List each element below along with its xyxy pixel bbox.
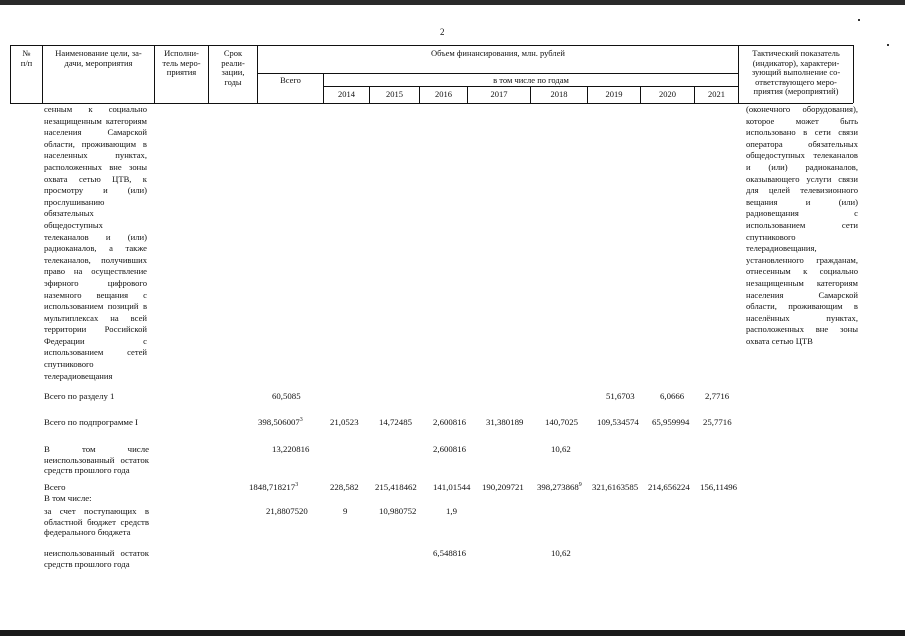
cell-grand-2017: 190,209721: [482, 482, 524, 492]
header-col-funding: Объем финансирования, млн. рублей: [431, 48, 565, 58]
cell-grand-total: 1848,718217$^3$: [249, 482, 299, 492]
cell-section-total: 60,5085: [272, 391, 301, 401]
row-label-subprogram-total: Всего по подпрограмме I: [44, 417, 138, 427]
header-col-indicator: Тактический показатель (индикатор), характери- зующий выполнение со- ответствующего меро- приятия (мероприятий): [751, 48, 841, 96]
header-year-2018: 2018: [550, 89, 568, 99]
cell-subprogram-2017: 31,380189: [486, 417, 524, 427]
cell-federal-2016: 1,9: [446, 506, 457, 516]
row-label-federal: за счет поступающих в областной бюджет средств федерального бюджета: [44, 506, 149, 537]
cell-section-2019: 51,6703: [606, 391, 635, 401]
header-col-total: Всего: [280, 75, 301, 85]
row-label-including: В том числе:: [44, 493, 92, 503]
table-vline: [853, 45, 854, 103]
row-label-grand-total: Всего: [44, 482, 66, 492]
cell-unused-2016: 2,600816: [433, 444, 466, 454]
header-year-2021: 2021: [708, 89, 725, 99]
row-label-unused-prev: неиспользованный остаток средств прошлого года: [44, 548, 149, 569]
header-col-number: № п/п: [20, 48, 33, 68]
header-year-2014: 2014: [338, 89, 355, 99]
header-year-2019: 2019: [605, 89, 623, 99]
scan-bottom-border: [0, 630, 905, 636]
cell-subprogram-2014: 21,0523: [330, 417, 359, 427]
header-year-2017: 2017: [490, 89, 508, 99]
cell-grand-2014: 228,582: [330, 482, 359, 492]
cell-subprogram-2020: 65,959994: [652, 417, 690, 427]
page-number: 2: [440, 27, 445, 37]
cell-grand-2016: 141,01544: [433, 482, 471, 492]
scan-top-border: [0, 0, 905, 5]
row-label-section-total: Всего по разделу 1: [44, 391, 115, 401]
cell-section-2020: 6,0666: [660, 391, 685, 401]
cell-subprogram-2015: 14,72485: [379, 417, 412, 427]
header-col-name: Наименование цели, за- дачи, мероприятия: [55, 48, 142, 68]
header-col-by-years: в том числе по годам: [493, 75, 569, 85]
header-year-2015: 2015: [386, 89, 403, 99]
row-label-unused-balance: В том числе неиспользованный остаток средств прошлого года: [44, 444, 149, 475]
cell-grand-2018: 398,273868$^9$: [537, 482, 582, 492]
cell-subprogram-2019: 109,534574: [597, 417, 639, 427]
cell-federal-2015: 10,980752: [379, 506, 417, 516]
cell-grand-2020: 214,656224: [648, 482, 690, 492]
cell-unused-prev-2018: 10,62: [551, 548, 571, 558]
header-year-2020: 2020: [659, 89, 676, 99]
cell-grand-2019: 321,6163585: [592, 482, 639, 492]
measure-description: сенным к социально незащищенным категориям населения Самарской области, проживающим в населенных пунктах, расположенных вне зоны охвата сетью ЦТВ, к просмотру и (или) прослушиванию обязательных общедоступных телеканалов и (или) радиоканалов, а также телеканалов, получивших право на осуществление эфирного цифрового наземного вещания с использованием позиций в мультиплексах на всей территории Российской Федерации с использованием сетей спутникового телерадиовещания: [44, 104, 147, 381]
cell-section-2021: 2,7716: [705, 391, 730, 401]
cell-subprogram-2016: 2,600816: [433, 417, 466, 427]
cell-subprogram-2018: 140,7025: [545, 417, 578, 427]
header-col-executor: Исполни- тель меро- приятия: [162, 48, 201, 77]
indicator-description: (оконечного оборудования), которое может быть использовано в сети связи оператора обязательных общедоступных телеканалов и (или) радиоканалов, оказывающего услуги связи для целей телевизионного вещания и (или) радиовещания с использованием сети спутникового телерадиовещания, установленного гражданам, отнесенным к социально незащищенным категориям населения Самарской области, проживающим в населённых пунктах, расположенных вне зоны охвата сетью ЦТВ: [746, 104, 858, 346]
cell-unused-total: 13,220816: [272, 444, 310, 454]
cell-subprogram-total: 398,506007$^3$: [258, 417, 303, 427]
cell-grand-2015: 215,418462: [375, 482, 417, 492]
cell-unused-2018: 10,62: [551, 444, 571, 454]
table-border-top: [10, 45, 853, 46]
table-rule-years-top: [257, 73, 738, 74]
header-year-2016: 2016: [435, 89, 452, 99]
cell-subprogram-2021: 25,7716: [703, 417, 732, 427]
cell-unused-prev-2016: 6,548816: [433, 548, 466, 558]
cell-federal-2014: 9: [343, 506, 348, 516]
scan-speck: [887, 44, 889, 46]
header-col-term: Срок реали- зации, годы: [221, 48, 245, 87]
scan-speck: [858, 19, 860, 21]
cell-federal-total: 21,8807520: [266, 506, 308, 516]
cell-grand-2021: 156,11496: [700, 482, 738, 492]
